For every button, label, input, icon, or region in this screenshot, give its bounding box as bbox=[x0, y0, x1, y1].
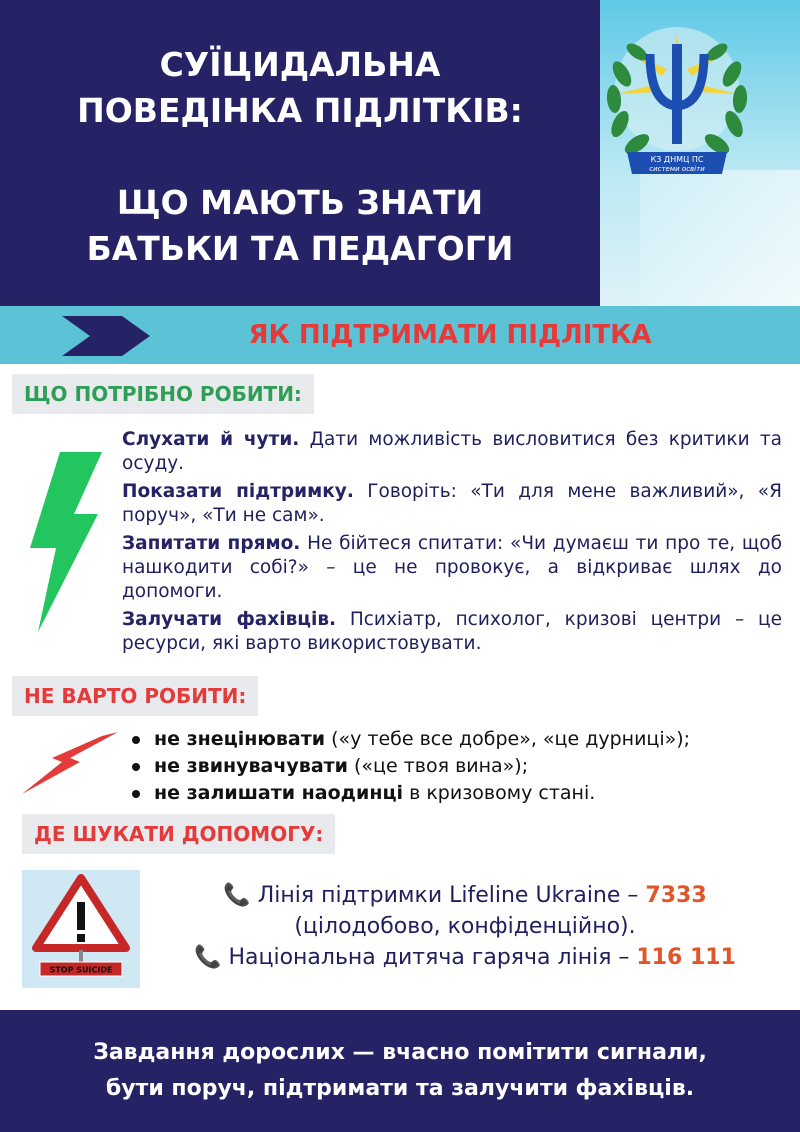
footer-line-1: Завдання дорослих — вчасно помітити сигнали, bbox=[93, 1040, 707, 1065]
list-item: Показати підтримку. Говоріть: «Ти для мене важливий», «Я поруч», «Ти не сам». bbox=[122, 481, 782, 526]
help-line-1 bbox=[150, 880, 780, 911]
list-item: не залишати наодинці в кризовому стані. bbox=[130, 780, 770, 807]
todo-label: ЩО ПОТРІБНО РОБИТИ: bbox=[12, 374, 314, 414]
title-line-2: ПОВЕДІНКА ПІДЛІТКІВ: bbox=[77, 91, 523, 130]
todo-list bbox=[122, 428, 782, 660]
dont-list bbox=[130, 726, 770, 807]
header-light-panel-lower bbox=[640, 170, 800, 306]
subtitle-line-2: БАТЬКИ ТА ПЕДАГОГИ bbox=[86, 229, 514, 268]
list-item: не звинувачувати («це твоя вина»); bbox=[130, 753, 770, 780]
help-label: ДЕ ШУКАТИ ДОПОМОГУ: bbox=[22, 814, 335, 854]
help-line-1-note: (цілодобово, конфіденційно). bbox=[294, 914, 636, 939]
header-subtitle bbox=[20, 180, 580, 272]
help-line-2-text: Національна дитяча гаряча лінія – bbox=[228, 945, 637, 970]
help-line-1-number[interactable]: 7333 bbox=[645, 883, 707, 908]
logo-text-1: КЗ ДНМЦ ПС bbox=[650, 155, 704, 164]
section-banner bbox=[0, 306, 800, 364]
title-line-1: СУЇЦИДАЛЬНА bbox=[159, 45, 441, 84]
help-line-2-number[interactable]: 116 111 bbox=[636, 945, 736, 970]
chevron-right-icon bbox=[62, 316, 152, 356]
list-item: Слухати й чути. Дати можливість висловитися без критики та осуду. bbox=[122, 429, 782, 474]
warning-icon bbox=[22, 870, 140, 988]
footer-line-2: бути поруч, підтримати та залучити фахівців. bbox=[105, 1076, 695, 1101]
help-line-1-text: Лінія підтримки Lifeline Ukraine – bbox=[257, 883, 646, 908]
phone-icon: 📞 bbox=[194, 945, 222, 970]
help-line-2 bbox=[150, 942, 780, 973]
psi-laurel-logo bbox=[582, 14, 772, 184]
header bbox=[0, 0, 800, 306]
list-item: не знецінювати («у тебе все добре», «це дурниці»); bbox=[130, 726, 770, 753]
header-title bbox=[20, 42, 580, 134]
phone-icon: 📞 bbox=[223, 883, 251, 908]
stop-suicide-sign bbox=[22, 870, 140, 988]
footer bbox=[0, 1010, 800, 1132]
logo-text-2: системи освіти bbox=[649, 165, 705, 173]
dont-label: НЕ ВАРТО РОБИТИ: bbox=[12, 676, 258, 716]
banner-title: ЯК ПІДТРИМАТИ ПІДЛІТКА bbox=[248, 320, 652, 350]
list-item: Запитати прямо. Не бійтеся спитати: «Чи думаєш ти про те, щоб нашкодити собі?» – це не провокує, а відкриває шлях до допомоги. bbox=[122, 533, 782, 602]
lightning-icon bbox=[30, 452, 102, 632]
sign-text: STOP SUICIDE bbox=[49, 965, 113, 975]
list-item: Залучати фахівців. Психіатр, психолог, кризові центри – це ресурси, які варто використовувати. bbox=[122, 609, 782, 654]
help-lines bbox=[150, 880, 780, 973]
subtitle-line-1: ЩО МАЮТЬ ЗНАТИ bbox=[116, 183, 484, 222]
lightning-icon bbox=[22, 732, 118, 794]
